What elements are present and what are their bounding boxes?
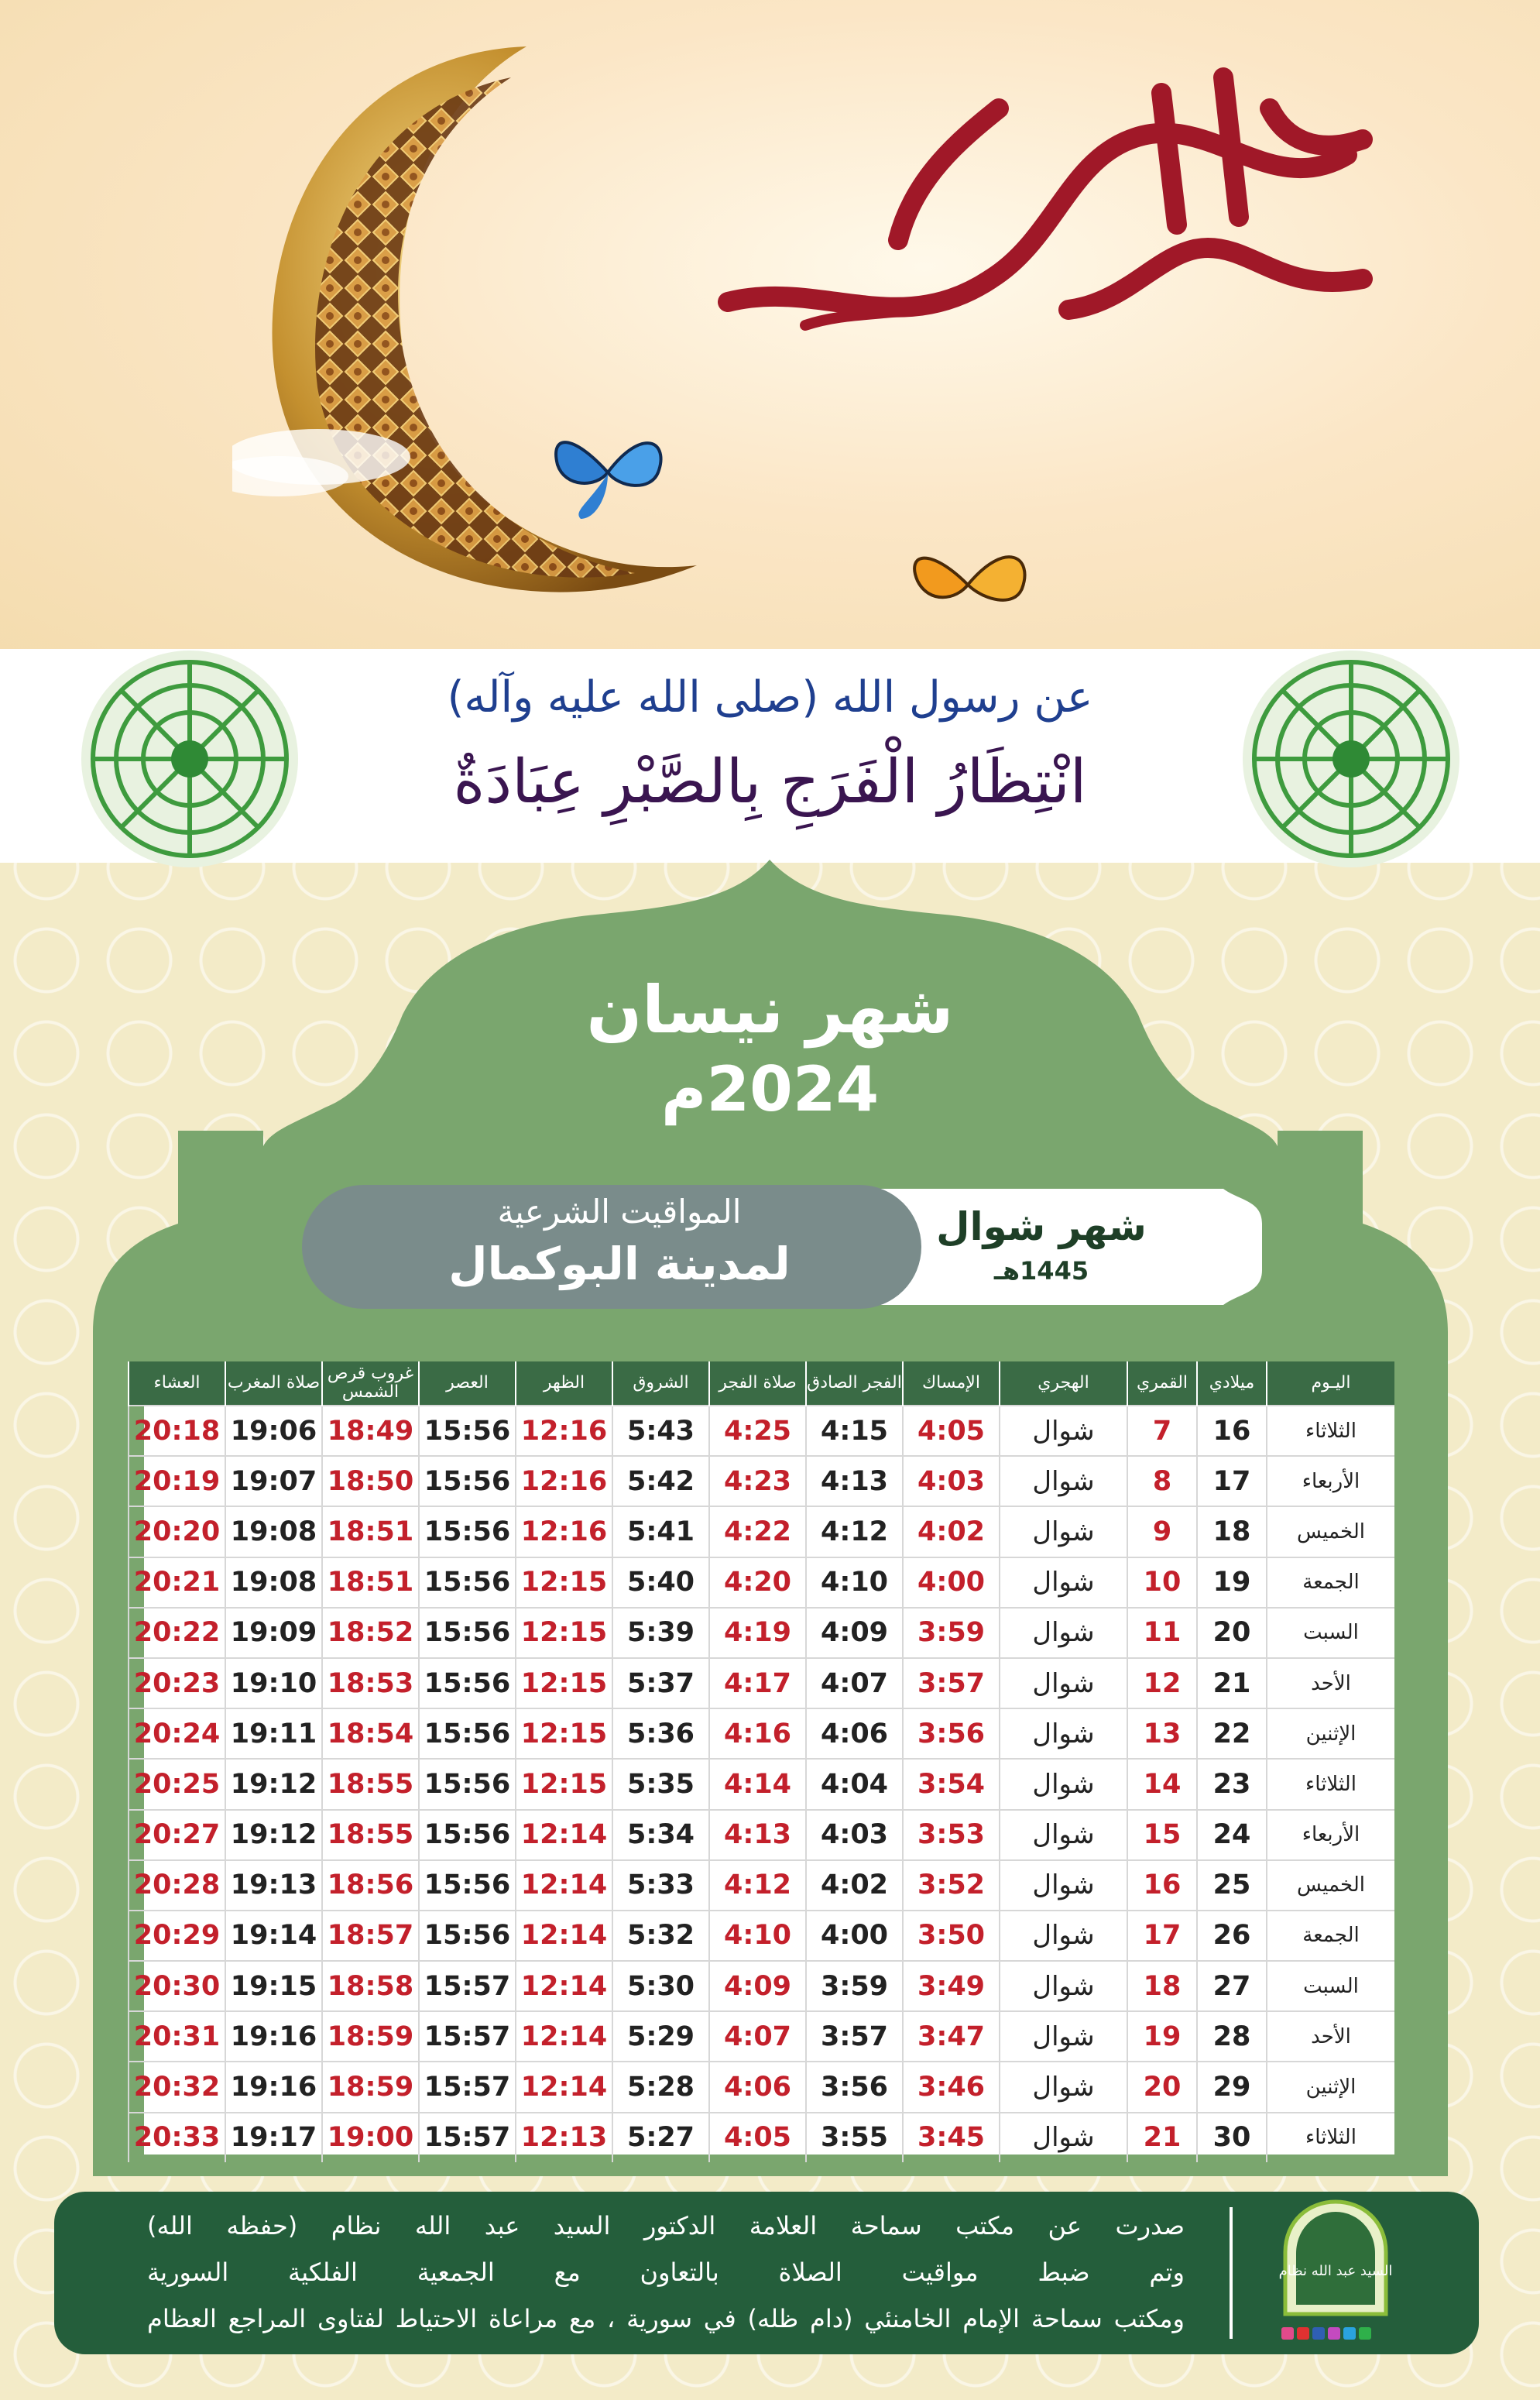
header-isha: العشاء [129, 1361, 225, 1406]
cell-isha: 20:22 [129, 1608, 225, 1658]
cell-sunrise: 5:42 [612, 1456, 709, 1506]
cell-asr: 15:56 [419, 1456, 516, 1506]
cell-maghrib: 19:08 [225, 1506, 322, 1557]
cell-sunset: 18:53 [322, 1658, 419, 1708]
butterfly-blue-icon [542, 418, 674, 527]
cell-fajr-sadiq: 4:07 [806, 1658, 903, 1708]
cell-sunset: 18:50 [322, 1456, 419, 1506]
cell-fajr-sadiq: 4:06 [806, 1708, 903, 1759]
cell-lunar: 19 [1127, 2011, 1197, 2062]
cell-sunset: 18:51 [322, 1506, 419, 1557]
hero-banner [0, 0, 1540, 666]
cell-asr: 15:57 [419, 2011, 516, 2062]
cell-sunrise: 5:27 [612, 2113, 709, 2162]
cell-maghrib: 19:09 [225, 1608, 322, 1658]
table-row [129, 1406, 1394, 1456]
header-lunar: القمري [1127, 1361, 1197, 1406]
cell-sunrise: 5:37 [612, 1658, 709, 1708]
cell-maghrib: 19:16 [225, 2011, 322, 2062]
cell-fajr-sadiq: 4:00 [806, 1911, 903, 1961]
cell-maghrib: 19:10 [225, 1658, 322, 1708]
cell-isha: 20:31 [129, 2011, 225, 2062]
cell-lunar: 18 [1127, 1961, 1197, 2011]
cell-maghrib: 19:11 [225, 1708, 322, 1759]
cell-lunar: 10 [1127, 1557, 1197, 1608]
cell-hijri-month: شوال [1000, 1911, 1127, 1961]
cell-dhuhr: 12:14 [516, 1911, 612, 1961]
cell-fajr-prayer: 4:23 [709, 1456, 806, 1506]
cell-asr: 15:56 [419, 1810, 516, 1860]
cell-asr: 15:57 [419, 2062, 516, 2112]
cell-hijri-month: شوال [1000, 1810, 1127, 1860]
cell-lunar: 15 [1127, 1810, 1197, 1860]
cell-day: الأربعاء [1267, 1456, 1394, 1506]
cell-fajr-prayer: 4:16 [709, 1708, 806, 1759]
header-imsak: الإمساك [903, 1361, 1000, 1406]
calligraphy-art [666, 46, 1425, 372]
cell-day: الإثنين [1267, 2062, 1394, 2112]
cell-gregorian: 19 [1197, 1557, 1267, 1608]
cell-sunset: 18:57 [322, 1911, 419, 1961]
cell-asr: 15:56 [419, 1860, 516, 1911]
cell-day: الأربعاء [1267, 1810, 1394, 1860]
cell-gregorian: 23 [1197, 1759, 1267, 1809]
cell-dhuhr: 12:14 [516, 1860, 612, 1911]
cell-isha: 20:30 [129, 1961, 225, 2011]
cell-sunset: 18:58 [322, 1961, 419, 2011]
cell-dhuhr: 12:14 [516, 1810, 612, 1860]
cell-sunset: 18:56 [322, 1860, 419, 1911]
cell-fajr-prayer: 4:12 [709, 1860, 806, 1911]
cell-lunar: 14 [1127, 1759, 1197, 1809]
cell-asr: 15:56 [419, 1658, 516, 1708]
table-row [129, 2062, 1394, 2112]
cell-hijri-month: شوال [1000, 1658, 1127, 1708]
city-label: لمدينة البوكمال [448, 1238, 791, 1290]
cell-asr: 15:56 [419, 1506, 516, 1557]
cell-fajr-sadiq: 3:55 [806, 2113, 903, 2162]
butterfly-orange-icon [898, 527, 1038, 643]
header-sunrise: الشروق [612, 1361, 709, 1406]
cell-gregorian: 25 [1197, 1860, 1267, 1911]
cell-day: الثلاثاء [1267, 2113, 1394, 2162]
cell-fajr-prayer: 4:17 [709, 1658, 806, 1708]
cell-asr: 15:56 [419, 1911, 516, 1961]
header-gregorian: ميلادي [1197, 1361, 1267, 1406]
table-header-row [129, 1361, 1394, 1406]
cell-imsak: 4:02 [903, 1506, 1000, 1557]
cell-fajr-sadiq: 4:03 [806, 1810, 903, 1860]
cell-imsak: 3:54 [903, 1759, 1000, 1809]
footer-line-3: ومكتب سماحة الإمام الخامنئي (دام ظله) في سورية ، مع مراعاة الاحتياط لفتاوى المراجع العظام [147, 2304, 1185, 2333]
cell-day: الثلاثاء [1267, 1406, 1394, 1456]
cell-lunar: 16 [1127, 1860, 1197, 1911]
month-year: 2024م [660, 1053, 880, 1125]
table-row [129, 1911, 1394, 1961]
cell-hijri-month: شوال [1000, 1860, 1127, 1911]
cell-hijri-month: شوال [1000, 1708, 1127, 1759]
cell-fajr-prayer: 4:06 [709, 2062, 806, 2112]
table-row [129, 1506, 1394, 1557]
cell-dhuhr: 12:16 [516, 1506, 612, 1557]
telegram-icon[interactable] [1343, 2327, 1356, 2340]
cell-isha: 20:25 [129, 1759, 225, 1809]
cell-dhuhr: 12:16 [516, 1406, 612, 1456]
cell-isha: 20:18 [129, 1406, 225, 1456]
table-row [129, 1456, 1394, 1506]
table-row [129, 1810, 1394, 1860]
cell-isha: 20:24 [129, 1708, 225, 1759]
logo-emblem [1278, 2198, 1394, 2330]
cell-day: الجمعة [1267, 1911, 1394, 1961]
cell-maghrib: 19:08 [225, 1557, 322, 1608]
instagram-icon[interactable] [1328, 2327, 1340, 2340]
cell-imsak: 3:56 [903, 1708, 1000, 1759]
table-row [129, 1608, 1394, 1658]
cell-day: الإثنين [1267, 1708, 1394, 1759]
cell-asr: 15:56 [419, 1708, 516, 1759]
cell-isha: 20:19 [129, 1456, 225, 1506]
cell-sunrise: 5:35 [612, 1759, 709, 1809]
cell-imsak: 3:59 [903, 1608, 1000, 1658]
cell-fajr-sadiq: 3:57 [806, 2011, 903, 2062]
cell-maghrib: 19:15 [225, 1961, 322, 2011]
cell-sunset: 18:55 [322, 1810, 419, 1860]
cell-fajr-sadiq: 4:15 [806, 1406, 903, 1456]
cell-imsak: 3:49 [903, 1961, 1000, 2011]
table-row [129, 2113, 1394, 2162]
cell-lunar: 20 [1127, 2062, 1197, 2112]
cell-maghrib: 19:13 [225, 1860, 322, 1911]
cell-asr: 15:57 [419, 1961, 516, 2011]
cell-imsak: 3:45 [903, 2113, 1000, 2162]
cell-sunrise: 5:32 [612, 1911, 709, 1961]
cell-sunset: 18:52 [322, 1608, 419, 1658]
cell-fajr-prayer: 4:10 [709, 1911, 806, 1961]
header-fajr-prayer: صلاة الفجر [709, 1361, 806, 1406]
cell-asr: 15:56 [419, 1406, 516, 1456]
cell-gregorian: 17 [1197, 1456, 1267, 1506]
cell-hijri-month: شوال [1000, 1557, 1127, 1608]
cell-isha: 20:32 [129, 2062, 225, 2112]
cell-dhuhr: 12:14 [516, 2011, 612, 2062]
header-asr: العصر [419, 1361, 516, 1406]
cell-imsak: 3:53 [903, 1810, 1000, 1860]
cell-dhuhr: 12:15 [516, 1708, 612, 1759]
whatsapp-icon[interactable] [1359, 2327, 1371, 2340]
table-row [129, 1860, 1394, 1911]
cell-imsak: 3:46 [903, 2062, 1000, 2112]
facebook-icon[interactable] [1312, 2327, 1325, 2340]
cell-hijri-month: شوال [1000, 2113, 1127, 2162]
cell-gregorian: 20 [1197, 1608, 1267, 1658]
cell-hijri-month: شوال [1000, 1759, 1127, 1809]
cell-maghrib: 19:06 [225, 1406, 322, 1456]
cell-sunset: 18:59 [322, 2011, 419, 2062]
cell-day: الثلاثاء [1267, 1759, 1394, 1809]
cell-hijri-month: شوال [1000, 2062, 1127, 2112]
cell-lunar: 8 [1127, 1456, 1197, 1506]
cell-gregorian: 18 [1197, 1506, 1267, 1557]
youtube-icon[interactable] [1297, 2327, 1309, 2340]
cell-asr: 15:56 [419, 1608, 516, 1658]
mawaqit-label: المواقيت الشرعية [497, 1193, 742, 1231]
cell-maghrib: 19:07 [225, 1456, 322, 1506]
cell-sunset: 18:51 [322, 1557, 419, 1608]
hijri-month-title: شهر شوال [936, 1204, 1147, 1249]
month-title: شهر نيسان [586, 972, 954, 1048]
cell-dhuhr: 12:15 [516, 1608, 612, 1658]
cell-gregorian: 16 [1197, 1406, 1267, 1456]
cell-maghrib: 19:17 [225, 2113, 322, 2162]
cell-gregorian: 21 [1197, 1658, 1267, 1708]
cell-sunset: 19:00 [322, 2113, 419, 2162]
cell-sunset: 18:49 [322, 1406, 419, 1456]
table-row [129, 1759, 1394, 1809]
cell-fajr-sadiq: 4:02 [806, 1860, 903, 1911]
table-row [129, 1961, 1394, 2011]
cell-sunrise: 5:43 [612, 1406, 709, 1456]
cell-lunar: 13 [1127, 1708, 1197, 1759]
cell-dhuhr: 12:15 [516, 1759, 612, 1809]
cell-day: الأحد [1267, 1658, 1394, 1708]
cell-fajr-sadiq: 3:59 [806, 1961, 903, 2011]
prayer-times-table [133, 1361, 1394, 2155]
header-dhuhr: الظهر [516, 1361, 612, 1406]
cell-isha: 20:28 [129, 1860, 225, 1911]
cell-isha: 20:29 [129, 1911, 225, 1961]
cell-maghrib: 19:12 [225, 1759, 322, 1809]
cell-dhuhr: 12:14 [516, 2062, 612, 2112]
cell-sunrise: 5:34 [612, 1810, 709, 1860]
cell-fajr-sadiq: 4:12 [806, 1506, 903, 1557]
cell-dhuhr: 12:14 [516, 1961, 612, 2011]
cell-fajr-sadiq: 4:10 [806, 1557, 903, 1608]
cell-dhuhr: 12:15 [516, 1658, 612, 1708]
footer-divider [1230, 2207, 1233, 2339]
cell-fajr-sadiq: 4:13 [806, 1456, 903, 1506]
cell-imsak: 3:52 [903, 1860, 1000, 1911]
hijri-year: 1445هـ [993, 1256, 1089, 1286]
header-day: اليـوم [1267, 1361, 1394, 1406]
cell-maghrib: 19:14 [225, 1911, 322, 1961]
cell-imsak: 3:47 [903, 2011, 1000, 2062]
cell-hijri-month: شوال [1000, 1456, 1127, 1506]
cell-dhuhr: 12:13 [516, 2113, 612, 2162]
cell-gregorian: 28 [1197, 2011, 1267, 2062]
cell-gregorian: 30 [1197, 2113, 1267, 2162]
logo-text: السيد عبد الله نظام [1278, 2263, 1393, 2279]
social-icons [1281, 2327, 1371, 2340]
table-row [129, 2011, 1394, 2062]
footer-line-2: وتم ضبط مواقيت الصلاة بالتعاون مع الجمعية الفلكية السورية [147, 2258, 1185, 2287]
cell-imsak: 3:57 [903, 1658, 1000, 1708]
cell-hijri-month: شوال [1000, 1608, 1127, 1658]
cell-sunrise: 5:33 [612, 1860, 709, 1911]
cell-sunrise: 5:28 [612, 2062, 709, 2112]
cell-fajr-sadiq: 4:04 [806, 1759, 903, 1809]
cell-asr: 15:56 [419, 1557, 516, 1608]
cell-sunrise: 5:36 [612, 1708, 709, 1759]
cell-lunar: 7 [1127, 1406, 1197, 1456]
cell-isha: 20:23 [129, 1658, 225, 1708]
cell-isha: 20:27 [129, 1810, 225, 1860]
cell-day: السبت [1267, 1961, 1394, 2011]
cell-fajr-prayer: 4:20 [709, 1557, 806, 1608]
header-hijri-month: الهجري [1000, 1361, 1127, 1406]
cell-sunrise: 5:29 [612, 2011, 709, 2062]
cell-lunar: 11 [1127, 1608, 1197, 1658]
cell-dhuhr: 12:16 [516, 1456, 612, 1506]
cell-fajr-prayer: 4:22 [709, 1506, 806, 1557]
quote-text: انْتِظَارُ الْفَرَجِ بِالصَّبْرِ عِبَادَةٌ [453, 747, 1087, 817]
cell-fajr-prayer: 4:19 [709, 1608, 806, 1658]
cell-hijri-month: شوال [1000, 1506, 1127, 1557]
cell-fajr-prayer: 4:13 [709, 1810, 806, 1860]
cell-hijri-month: شوال [1000, 1961, 1127, 2011]
instagram-icon[interactable] [1281, 2327, 1294, 2340]
cell-fajr-prayer: 4:07 [709, 2011, 806, 2062]
cell-day: الخميس [1267, 1506, 1394, 1557]
cell-sunrise: 5:39 [612, 1608, 709, 1658]
cell-imsak: 3:50 [903, 1911, 1000, 1961]
cell-lunar: 12 [1127, 1658, 1197, 1708]
cell-isha: 20:20 [129, 1506, 225, 1557]
cell-hijri-month: شوال [1000, 1406, 1127, 1456]
header-fajr-sadiq: الفجر الصادق [806, 1361, 903, 1406]
header-maghrib: صلاة المغرب [225, 1361, 322, 1406]
cell-lunar: 17 [1127, 1911, 1197, 1961]
cell-sunrise: 5:41 [612, 1506, 709, 1557]
cell-lunar: 21 [1127, 2113, 1197, 2162]
table-body [129, 1406, 1394, 2162]
cell-sunrise: 5:40 [612, 1557, 709, 1608]
cell-isha: 20:33 [129, 2113, 225, 2162]
cell-hijri-month: شوال [1000, 2011, 1127, 2062]
cell-sunset: 18:54 [322, 1708, 419, 1759]
cell-gregorian: 22 [1197, 1708, 1267, 1759]
cell-maghrib: 19:12 [225, 1810, 322, 1860]
cell-imsak: 4:05 [903, 1406, 1000, 1456]
cell-isha: 20:21 [129, 1557, 225, 1608]
table-row [129, 1708, 1394, 1759]
cell-maghrib: 19:16 [225, 2062, 322, 2112]
cell-day: السبت [1267, 1608, 1394, 1658]
cell-fajr-sadiq: 4:09 [806, 1608, 903, 1658]
cell-sunset: 18:55 [322, 1759, 419, 1809]
cell-imsak: 4:00 [903, 1557, 1000, 1608]
cell-lunar: 9 [1127, 1506, 1197, 1557]
cell-gregorian: 29 [1197, 2062, 1267, 2112]
cell-fajr-prayer: 4:05 [709, 2113, 806, 2162]
cell-sunrise: 5:30 [612, 1961, 709, 2011]
cell-dhuhr: 12:15 [516, 1557, 612, 1608]
table-row [129, 1658, 1394, 1708]
cell-fajr-sadiq: 3:56 [806, 2062, 903, 2112]
cell-day: الجمعة [1267, 1557, 1394, 1608]
cell-asr: 15:57 [419, 2113, 516, 2162]
cell-imsak: 4:03 [903, 1456, 1000, 1506]
cell-day: الأحد [1267, 2011, 1394, 2062]
quote-attribution: عن رسول الله (صلى الله عليه وآله) [447, 672, 1093, 723]
cell-fajr-prayer: 4:25 [709, 1406, 806, 1456]
cell-fajr-prayer: 4:14 [709, 1759, 806, 1809]
cell-fajr-prayer: 4:09 [709, 1961, 806, 2011]
cell-asr: 15:56 [419, 1759, 516, 1809]
footer-line-1: صدرت عن مكتب سماحة العلامة الدكتور السيد عبد الله نظام (حفظه الله) [147, 2211, 1185, 2240]
cell-gregorian: 26 [1197, 1911, 1267, 1961]
table-row [129, 1557, 1394, 1608]
cell-gregorian: 24 [1197, 1810, 1267, 1860]
cell-sunset: 18:59 [322, 2062, 419, 2112]
header-sunset: غروب قرص الشمس [322, 1361, 419, 1406]
cell-gregorian: 27 [1197, 1961, 1267, 2011]
cell-day: الخميس [1267, 1860, 1394, 1911]
